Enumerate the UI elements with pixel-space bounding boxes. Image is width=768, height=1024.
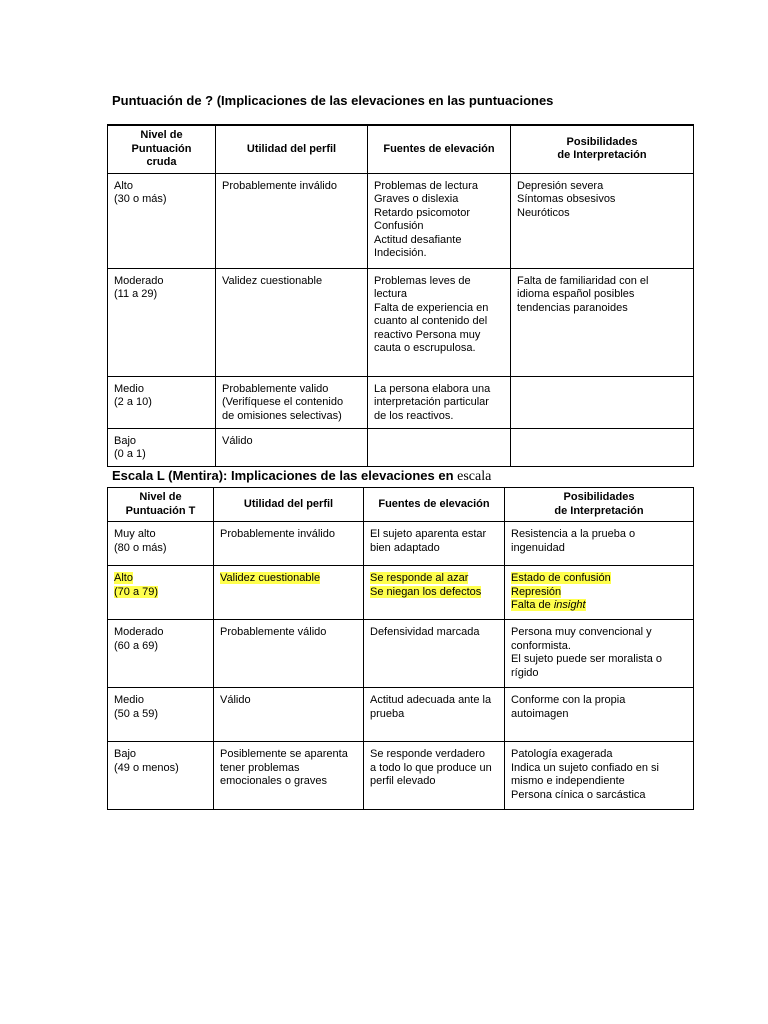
cell-text: Probablemente inválido <box>222 179 337 192</box>
cell-utility <box>214 688 364 742</box>
cell-text: El sujeto puede ser moralista o <box>511 653 663 665</box>
cell-level <box>108 566 214 620</box>
header-utility: Utilidad del perfil <box>214 488 364 522</box>
header-interpretation: Posibilidades de Interpretación <box>511 125 694 173</box>
cell-text: Graves o dislexia <box>374 193 459 205</box>
cell-text: Se responde verdadero <box>370 748 485 760</box>
cell-text: tener problemas <box>220 761 300 774</box>
cell-text: (80 o más) <box>114 541 167 554</box>
cell-text: La persona elabora una <box>374 382 491 395</box>
cell-text-italic: insight <box>553 599 586 611</box>
cell-sources <box>368 428 511 466</box>
cell-utility <box>216 376 368 428</box>
cell-text: reactivo Persona muy <box>374 328 481 341</box>
cell-text: Bajo <box>114 434 137 447</box>
cell-text: Moderado <box>114 274 164 287</box>
cell-text: Bajo <box>114 748 137 760</box>
cell-sources <box>368 173 511 268</box>
cell-interp <box>511 268 694 376</box>
cell-text: Neuróticos <box>517 206 570 219</box>
cell-text: Síntomas obsesivos <box>517 193 616 205</box>
cell-text: Conforme con la propia <box>511 694 626 706</box>
cell-text: Persona cínica o sarcástica <box>511 788 646 801</box>
cell-text: Válido <box>222 434 253 447</box>
table-header-row <box>108 488 694 522</box>
cell-level <box>108 173 216 268</box>
cell-text: Moderado <box>114 626 164 638</box>
table-row <box>108 376 694 428</box>
cell-text: Medio <box>114 694 144 706</box>
cell-text: Se niegan los defectos <box>370 585 482 598</box>
cell-text: Probablemente inválido <box>220 528 335 540</box>
cell-sources <box>364 742 505 810</box>
cell-text: Alto <box>114 179 133 192</box>
cell-text: Medio <box>114 382 144 395</box>
cell-text: (50 a 59) <box>114 707 159 720</box>
cell-text: Confusión <box>374 220 424 232</box>
cell-text: Patología exagerada <box>511 748 613 760</box>
cell-utility <box>216 268 368 376</box>
cell-text: Defensividad marcada <box>370 626 480 638</box>
cell-text: Resistencia a la prueba o <box>511 528 636 540</box>
cell-text: (Verifíquese el contenido <box>222 396 344 408</box>
cell-sources <box>364 566 505 620</box>
header-level: Nivel de Puntuación T <box>108 488 214 522</box>
cell-level <box>108 522 214 566</box>
cell-interp <box>505 620 694 688</box>
cell-text: de los reactivos. <box>374 409 454 422</box>
cell-text: Posiblemente se aparenta <box>220 748 348 760</box>
cell-text: tendencias paranoides <box>517 301 628 314</box>
cell-text: conformista. <box>511 639 571 652</box>
cell-text: Se responde al azar <box>370 572 469 584</box>
header-utility: Utilidad del perfil <box>216 125 368 173</box>
table-scale-l <box>107 487 694 810</box>
table-row <box>108 620 694 688</box>
cell-text: Indecisión. <box>374 247 427 259</box>
cell-text: mismo e independiente <box>511 775 625 787</box>
table-row <box>108 268 694 376</box>
cell-text: bien adaptado <box>370 541 440 554</box>
cell-text: (2 a 10) <box>114 396 152 408</box>
cell-text: interpretación particular <box>374 396 489 408</box>
cell-text: Depresión severa <box>517 179 604 192</box>
cell-text: Probablemente valido <box>222 382 329 395</box>
cell-text: (30 o más) <box>114 193 167 205</box>
cell-text: cuanto al contenido del <box>374 315 488 327</box>
section1-title: Puntuación de ? (Implicaciones de las elevaciones en las puntuaciones <box>112 93 554 108</box>
cell-text: rígido <box>511 666 539 679</box>
cell-text: Validez cuestionable <box>220 572 321 584</box>
cell-text: (70 a 79) <box>114 585 159 598</box>
cell-text: a todo lo que produce un <box>370 761 492 774</box>
header-sources: Fuentes de elevación <box>364 488 505 522</box>
cell-text: lectura <box>374 288 408 300</box>
cell-interp <box>511 376 694 428</box>
cell-text: Falta de familiaridad con el <box>517 274 649 287</box>
cell-text: Falta de <box>511 599 554 611</box>
cell-text: ingenuidad <box>511 541 565 554</box>
table-row <box>108 173 694 268</box>
cell-level <box>108 742 214 810</box>
cell-text: (60 a 69) <box>114 639 159 652</box>
cell-utility <box>216 173 368 268</box>
cell-text: Estado de confusión <box>511 572 611 584</box>
cell-interp <box>511 428 694 466</box>
cell-sources <box>364 688 505 742</box>
cell-text: (11 a 29) <box>114 288 158 300</box>
cell-interp <box>505 522 694 566</box>
cell-text: (0 a 1) <box>114 448 146 460</box>
cell-text: emocionales o graves <box>220 775 328 787</box>
cell-text: de omisiones selectivas) <box>222 409 342 422</box>
cell-utility <box>214 522 364 566</box>
cell-level <box>108 688 214 742</box>
cell-text: Validez cuestionable <box>222 274 323 287</box>
cell-text: Alto <box>114 572 133 584</box>
cell-interp <box>505 742 694 810</box>
cell-text: autoimagen <box>511 707 569 720</box>
cell-utility <box>214 566 364 620</box>
table-row <box>108 688 694 742</box>
header-sources: Fuentes de elevación <box>368 125 511 173</box>
cell-text: Problemas leves de <box>374 274 471 287</box>
cell-sources <box>368 376 511 428</box>
cell-level <box>108 428 216 466</box>
cell-text: Actitud adecuada ante la <box>370 694 492 706</box>
cell-text: (49 o menos) <box>114 761 179 774</box>
table-question-score <box>107 124 694 467</box>
cell-interp <box>505 688 694 742</box>
cell-text: Represión <box>511 585 562 598</box>
cell-text: Indica un sujeto confiado en si <box>511 761 659 774</box>
cell-utility <box>216 428 368 466</box>
table-row <box>108 522 694 566</box>
cell-text: Probablemente válido <box>220 626 327 638</box>
cell-text: cauta o escrupulosa. <box>374 342 476 354</box>
table-header-row <box>108 125 694 173</box>
table-row <box>108 742 694 810</box>
cell-text: perfil elevado <box>370 775 436 787</box>
header-level: Nivel de Puntuación cruda <box>108 125 216 173</box>
cell-text: idioma español posibles <box>517 288 635 300</box>
cell-level <box>108 620 214 688</box>
cell-text: Retardo psicomotor <box>374 206 470 219</box>
cell-level <box>108 268 216 376</box>
cell-text: Muy alto <box>114 528 156 540</box>
cell-interp <box>505 566 694 620</box>
cell-utility <box>214 620 364 688</box>
cell-text: prueba <box>370 707 405 720</box>
section2-title: Escala L (Mentira): Implicaciones de las elevaciones en escala <box>112 468 492 484</box>
cell-utility <box>214 742 364 810</box>
table-row <box>108 428 694 466</box>
cell-sources <box>368 268 511 376</box>
cell-level <box>108 376 216 428</box>
cell-text: Falta de experiencia en <box>374 301 489 314</box>
cell-sources <box>364 620 505 688</box>
header-interpretation: Posibilidades de Interpretación <box>505 488 694 522</box>
cell-sources <box>364 522 505 566</box>
cell-text: Persona muy convencional y <box>511 626 652 638</box>
cell-interp <box>511 173 694 268</box>
cell-text: Problemas de lectura <box>374 179 478 192</box>
cell-text: El sujeto aparenta estar <box>370 528 487 540</box>
table-row <box>108 566 694 620</box>
cell-text: Actitud desafiante <box>374 233 462 246</box>
cell-text: Válido <box>220 694 251 706</box>
